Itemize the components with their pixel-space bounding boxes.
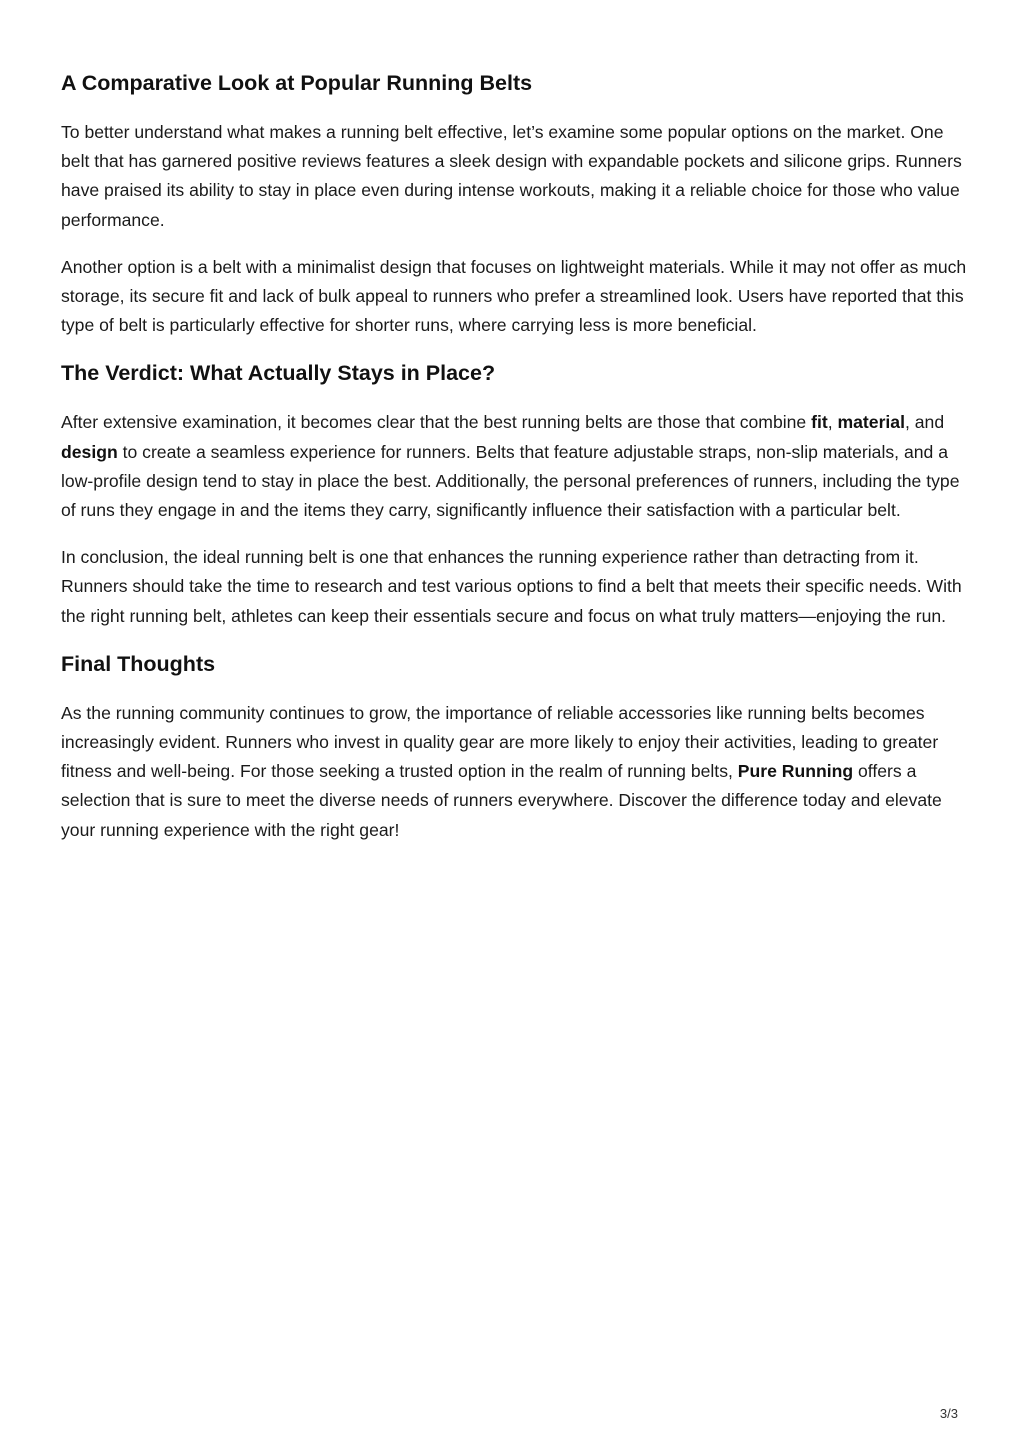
paragraph-verdict (61, 408, 967, 525)
section-heading-verdict: The Verdict: What Actually Stays in Place? (61, 361, 496, 386)
bold-design: design (61, 441, 118, 462)
bold-fit: fit (811, 412, 828, 433)
section-heading-final-thoughts: Final Thoughts (61, 651, 216, 676)
verdict-intro-text: After extensive examination, it becomes clear that the best running belts are those that combine (61, 412, 812, 433)
page-number: 3/3 (939, 1406, 958, 1421)
paragraph-comparative-2: Another option is a belt with a minimalist design that focuses on lightweight materials. While it may not offer as much storage, its secure fit and lack of bulk appeal to runners who prefer a streamlined look. Users have reported that this type of belt is particularly effective for shorter runs, where carrying less is more beneficial. (61, 256, 967, 336)
final-rest-text: offers a selection that is sure to meet the diverse needs of runners everywhere. Discover the difference today and elevate your running experience with the right gear! (61, 761, 942, 840)
bold-material: material (837, 412, 905, 433)
final-intro-text: As the running community continues to grow, the importance of reliable accessories like running belts becomes increasingly evident. Runners who invest in quality gear are more likely to enjoy their activities, leading to greater fitness and well-being. For those seeking a trusted option in the realm of running belts, (61, 702, 939, 782)
document-page (61, 68, 967, 863)
verdict-separator-2: , and (904, 412, 945, 433)
verdict-separator-1: , (827, 412, 838, 433)
paragraph-comparative-1: To better understand what makes a running belt effective, let’s examine some popular options on the market. One belt that has garnered positive reviews features a sleek design with expandable pockets and silicone grips. Runners have praised its ability to stay in place even during intense workouts, making it a reliable choice for those who value performance. (61, 122, 962, 230)
paragraph-final (61, 699, 967, 845)
bold-brand-name: Pure Running (737, 761, 854, 782)
paragraph-conclusion: In conclusion, the ideal running belt is one that enhances the running experience rather than detracting from it. Runners should take the time to research and test various options to find a belt that meets their specific needs. With the right running belt, athletes can keep their essentials secure and focus on what truly matters—enjoying the run. (61, 547, 962, 626)
verdict-rest-text: to create a seamless experience for runners. Belts that feature adjustable straps, non-slip materials, and a low-profile design tend to stay in place the best. Additionally, the personal preferences of runners, including the type of runs they engage in and the items they carry, significantly influence their satisfaction with a particular belt. (61, 441, 960, 521)
section-heading-comparative: A Comparative Look at Popular Running Belts (61, 71, 533, 95)
